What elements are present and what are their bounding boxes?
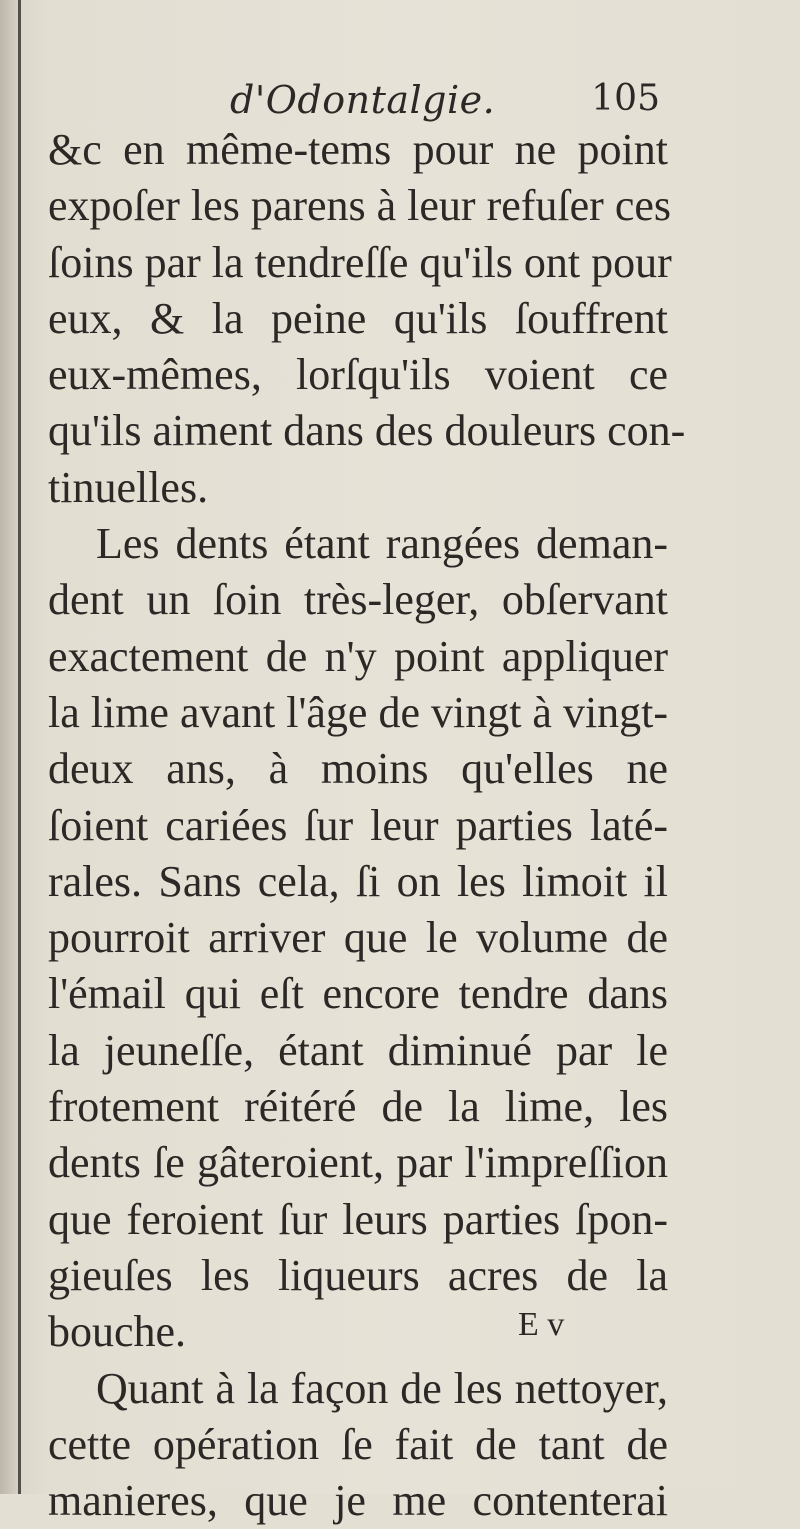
text-line: bouche. <box>48 1307 187 1357</box>
gutter-edge <box>18 0 21 1494</box>
paragraph-start-line: Quant à la façon de les nettoyer, <box>96 1363 668 1413</box>
text-line: eux-mêmes, lorſqu'ils voient ce <box>48 350 668 400</box>
text-line: exactement de n'y point appliquer <box>48 631 668 681</box>
text-line: dent un ſoin très-leger, obſervant <box>48 575 668 625</box>
text-line: la jeuneſſe, étant diminué par le <box>48 1025 668 1075</box>
text-line: tinuelles. <box>48 462 209 512</box>
signature-mark: E v <box>518 1306 565 1343</box>
text-line: deux ans, à moins qu'elles ne <box>48 744 668 794</box>
text-line: l'émail qui eſt encore tendre dans <box>48 969 668 1019</box>
text-line: ſoins par la tendreſſe qu'ils ont pour <box>48 237 672 287</box>
paragraph-start-line: Les dents étant rangées deman- <box>96 519 668 569</box>
text-line: dents ſe gâteroient, par l'impreſſion <box>48 1138 668 1188</box>
text-line: gieuſes les liqueurs acres de la <box>48 1250 668 1300</box>
page-number: 105 <box>591 78 660 119</box>
text-line: rales. Sans cela, ſi on les limoit il <box>48 856 668 906</box>
text-line: manieres, que je me contenterai <box>48 1476 668 1526</box>
gutter-shadow <box>0 0 18 1494</box>
running-title: d'Odontalgie. <box>230 78 496 122</box>
text-line: cette opération ſe fait de tant de <box>48 1419 668 1469</box>
text-line: &c en même-tems pour ne point <box>48 125 668 174</box>
text-line: que feroient ſur leurs parties ſpon- <box>48 1194 668 1244</box>
text-line: la lime avant l'âge de vingt à vingt- <box>48 687 669 737</box>
text-line: qu'ils aiment dans des douleurs con- <box>48 406 686 456</box>
text-line: pourroit arriver que le volume de <box>48 913 668 963</box>
page-header <box>230 78 660 128</box>
text-line: ſoient cariées ſur leur parties laté- <box>48 800 668 850</box>
text-line: expoſer les parens à leur refuſer ces <box>48 181 672 231</box>
text-line: eux, & la peine qu'ils ſouffrent <box>48 293 668 343</box>
text-line: frotement réitéré de la lime, les <box>48 1082 668 1132</box>
body-text <box>48 122 686 1529</box>
